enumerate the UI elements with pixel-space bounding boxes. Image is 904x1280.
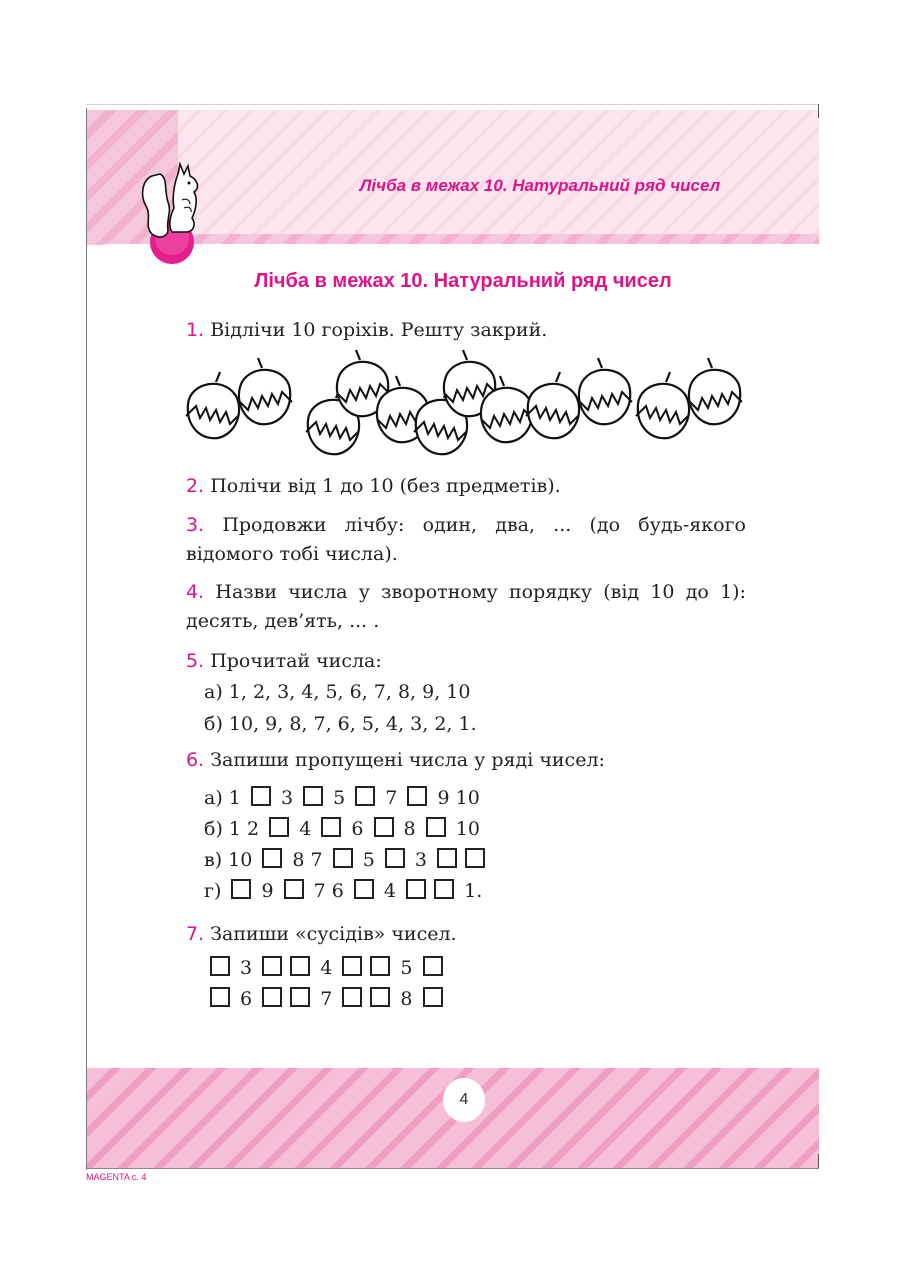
task-number: 6. [186,749,205,771]
number-token: 1 2 [228,818,266,840]
task-5 [186,647,746,676]
answer-box[interactable] [370,987,390,1007]
task-number: 4. [186,581,205,603]
task-text: Відлічи 10 горіхів. Решту закрий. [210,319,548,341]
row-label: в) [204,849,229,871]
header-inner-band [178,110,819,234]
hazelnuts-illustration [184,346,744,466]
answer-box[interactable] [406,879,426,899]
answer-box[interactable] [423,987,443,1007]
answer-box[interactable] [437,848,457,868]
number-token: 7 6 [307,880,350,902]
answer-box[interactable] [210,987,230,1007]
answer-box[interactable] [290,987,310,1007]
print-mark: MAGENTA с. 4 [86,1172,147,1182]
task-text: Запиши «сусідів» чисел. [210,923,457,945]
answer-box[interactable] [385,848,405,868]
number-token: 6 [345,818,370,840]
number-token: 3 [234,957,259,979]
number-token: 4 [377,880,403,902]
answer-box[interactable] [354,879,374,899]
answer-box[interactable] [321,817,341,837]
task-3 [186,511,746,569]
number-token: 8 7 [286,849,329,871]
row-label: а) [204,787,229,809]
task-7 [186,920,746,949]
answer-box[interactable] [231,879,251,899]
number-token: 8 [397,818,422,840]
number-token: 5 [327,787,352,809]
squirrel-icon [138,162,214,268]
answer-box[interactable] [333,848,353,868]
answer-box[interactable] [465,848,485,868]
answer-box[interactable] [370,956,390,976]
task-number: 7. [186,923,205,945]
task-number: 3. [186,514,205,536]
number-token: 9 [255,880,280,902]
answer-box[interactable] [262,848,282,868]
hazelnut-icon [239,358,292,424]
number-token: 1. [458,880,483,902]
answer-box[interactable] [290,956,310,976]
task-6-row-b [204,815,480,844]
task-6-row-d [204,877,482,906]
number-token: 4 [314,957,339,979]
crop-mark-bottom [818,1154,819,1168]
answer-box[interactable] [423,956,443,976]
item-label: б) [204,713,223,735]
number-token: 4 [293,818,318,840]
task-6-row-c [204,846,489,875]
hazelnut-icon [689,358,742,424]
number-token: 7 [379,787,404,809]
task-6 [186,746,746,775]
hazelnut-icon [636,372,689,438]
task-text: Прочитай числа: [210,650,382,672]
answer-box[interactable] [210,956,230,976]
answer-box[interactable] [342,987,362,1007]
task-number: 2. [186,475,205,497]
hazelnut-icon [526,372,579,438]
running-header-title: Лічба в межах 10. Натуральний ряд чисел [359,176,721,195]
answer-box[interactable] [262,987,282,1007]
task-text: Продовжи лічбу: один, два, ... (до будь-якого відомого тобі числа). [186,514,746,565]
number-token: 1 [228,787,247,809]
bottom-rule [86,1168,819,1169]
answer-box[interactable] [355,786,375,806]
answer-box[interactable] [284,879,304,899]
answer-box[interactable] [374,817,394,837]
answer-box[interactable] [262,956,282,976]
page-number: 4 [443,1078,485,1122]
left-rule [86,108,87,1170]
number-token: 10 [228,849,259,871]
task-number: 5. [186,650,205,672]
task-1 [186,316,746,345]
task-6-row-a [204,784,480,813]
answer-box[interactable] [426,817,446,837]
task-text: Запиши пропущені числа у ряді чисел: [210,749,605,771]
item-text: 10, 9, 8, 7, 6, 5, 4, 3, 2, 1. [228,713,477,735]
answer-box[interactable] [269,817,289,837]
number-token: 5 [356,849,381,871]
section-title: Лічба в межах 10. Натуральний ряд чисел [254,270,672,292]
hazelnut-icon [186,372,239,438]
task-number: 1. [186,319,205,341]
number-token: 6 [234,988,259,1010]
answer-box[interactable] [251,786,271,806]
number-token: 3 [274,787,300,809]
task-7-row-2 [206,985,447,1014]
answer-box[interactable] [303,786,323,806]
crop-mark-top [818,104,819,118]
task-text: Назви числа у зворотному порядку (від 10 до 1): десять, дев’ять, ... . [186,581,746,632]
number-token: 9 10 [431,787,480,809]
answer-box[interactable] [407,786,427,806]
task-5-item-b [204,710,477,739]
answer-box[interactable] [434,879,454,899]
number-token: 7 [314,988,339,1010]
answer-box[interactable] [342,956,362,976]
hazelnut-icon [579,358,632,424]
row-label: г) [204,880,228,902]
number-token: 5 [394,957,419,979]
number-token: 3 [408,849,434,871]
task-4 [186,578,746,636]
top-rule [86,104,819,105]
item-label: а) [204,681,223,703]
number-token: 8 [394,988,419,1010]
row-label: б) [204,818,229,840]
number-token: 10 [449,818,480,840]
task-7-row-1 [206,954,447,983]
task-2 [186,472,746,501]
task-text: Полічи від 1 до 10 (без предметів). [210,475,561,497]
item-text: 1, 2, 3, 4, 5, 6, 7, 8, 9, 10 [228,681,471,703]
task-5-item-a [204,678,470,707]
